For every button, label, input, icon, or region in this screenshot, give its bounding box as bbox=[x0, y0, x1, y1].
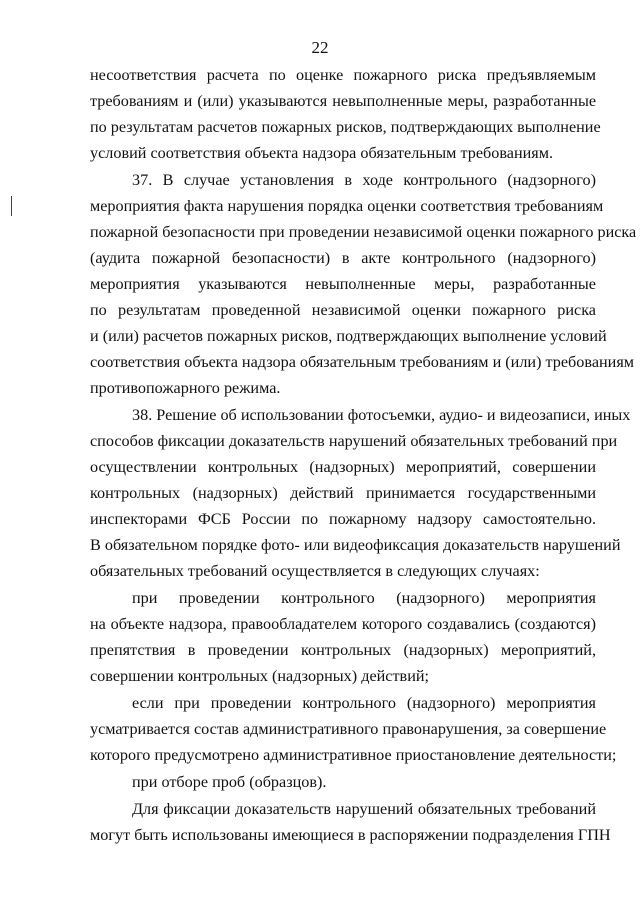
text-line: несоответствия расчета по оценке пожарного риска предъявляемым bbox=[90, 66, 596, 84]
text-line: 37. В случае установления в ходе контрольного (надзорного) bbox=[132, 171, 596, 189]
text-line: мероприятия факта нарушения порядка оценки соответствия требованиям bbox=[90, 197, 604, 215]
text-line: по результатам проведенной независимой оценки пожарного риска bbox=[90, 301, 596, 319]
text-line: если при проведении контрольного (надзорного) мероприятия bbox=[132, 694, 596, 712]
text-line: Для фиксации доказательств нарушений обязательных требований bbox=[132, 800, 596, 818]
text-line: могут быть использованы имеющиеся в распоряжении подразделения ГПН bbox=[90, 826, 611, 844]
text-line: условий соответствия объекта надзора обязательным требованиям. bbox=[90, 144, 554, 162]
scan-edge-mark bbox=[11, 196, 12, 216]
text-line: В обязательном порядке фото- или видеофиксация доказательств нарушений bbox=[90, 536, 621, 554]
text-line: которого предусмотрено административное приостановление деятельности; bbox=[90, 746, 617, 764]
text-line: осуществлении контрольных (надзорных) мероприятий, совершении bbox=[90, 458, 596, 476]
text-line: обязательных требований осуществляется в следующих случаях: bbox=[90, 562, 540, 580]
text-line: препятствия в проведении контрольных (надзорных) мероприятий, bbox=[90, 641, 596, 659]
text-line: противопожарного режима. bbox=[90, 379, 281, 397]
page-number: 22 bbox=[311, 38, 329, 57]
text-line: совершении контрольных (надзорных) действий; bbox=[90, 667, 430, 685]
text-line: и (или) расчетов пожарных рисков, подтверждающих выполнение условий bbox=[90, 327, 607, 345]
text-line: контрольных (надзорных) действий принимается государственными bbox=[90, 484, 596, 502]
text-line: 38. Решение об использовании фотосъемки, аудио- и видеозаписи, иных bbox=[132, 406, 631, 424]
text-line: требованиям и (или) указываются невыполненные меры, разработанные bbox=[90, 92, 596, 110]
text-line: при отборе проб (образцов). bbox=[132, 773, 327, 791]
text-line: усматривается состав административного правонарушения, за совершение bbox=[90, 720, 607, 738]
text-line: (аудита пожарной безопасности) в акте контрольного (надзорного) bbox=[90, 249, 596, 267]
text-line: на объекте надзора, правообладателем которого создавались (создаются) bbox=[90, 615, 596, 633]
text-line: мероприятия указываются невыполненные меры, разработанные bbox=[90, 275, 596, 293]
text-line: при проведении контрольного (надзорного) мероприятия bbox=[132, 589, 596, 607]
text-line: пожарной безопасности при проведении независимой оценки пожарного риска bbox=[90, 223, 637, 241]
text-line: инспекторами ФСБ России по пожарному надзору самостоятельно. bbox=[90, 510, 596, 528]
text-line: по результатам расчетов пожарных рисков, подтверждающих выполнение bbox=[90, 118, 601, 136]
text-line: соответствия объекта надзора обязательным требованиям и (или) требованиям bbox=[90, 353, 635, 371]
text-line: способов фиксации доказательств нарушений обязательных требований при bbox=[90, 432, 618, 450]
